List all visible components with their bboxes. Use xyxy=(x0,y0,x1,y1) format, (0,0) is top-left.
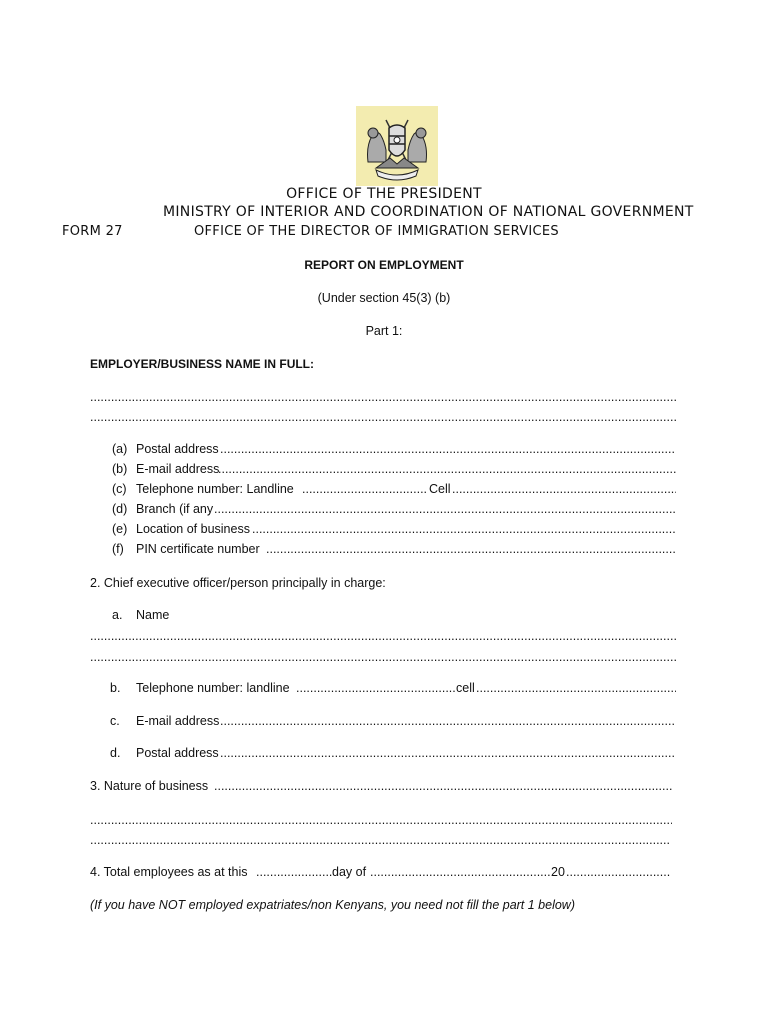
postal-address-label: Postal address xyxy=(136,442,219,456)
nature-of-business-label: 3. Nature of business xyxy=(90,779,209,793)
ceo-telephone-cell-label: cell xyxy=(456,681,475,695)
nature-of-business-field[interactable] xyxy=(214,779,672,793)
location-of-business-field[interactable] xyxy=(252,522,676,536)
email-address-field[interactable] xyxy=(218,462,676,476)
year-prefix-label: 20 xyxy=(551,865,565,879)
total-employees-count-field[interactable] xyxy=(256,865,332,879)
ceo-email-label: E-mail address xyxy=(136,714,220,728)
ceo-telephone-cell-field[interactable] xyxy=(476,681,676,695)
nature-of-business-line-3[interactable] xyxy=(90,833,670,847)
item-mark: d. xyxy=(110,746,121,760)
employer-name-line-2[interactable] xyxy=(90,410,676,424)
expatriates-note: (If you have NOT employed expatriates/non Kenyans, you need not fill the part 1 below) xyxy=(90,898,575,912)
ceo-telephone-landline-field[interactable] xyxy=(296,681,456,695)
item-mark: (c) xyxy=(112,482,127,496)
employer-name-line-1[interactable] xyxy=(90,390,676,404)
ceo-postal-address-label: Postal address xyxy=(136,746,219,760)
telephone-cell-field[interactable] xyxy=(452,482,676,496)
telephone-landline-label: Telephone number: Landline xyxy=(136,482,294,496)
pin-certificate-field[interactable] xyxy=(266,542,676,556)
item-mark: (a) xyxy=(112,442,128,456)
item-mark: c. xyxy=(110,714,120,728)
branch-label: Branch (if any xyxy=(136,502,214,516)
part-label: Part 1: xyxy=(365,324,403,338)
item-mark: (d) xyxy=(112,502,128,516)
postal-address-field[interactable] xyxy=(220,442,676,456)
ceo-name-line-2[interactable] xyxy=(90,650,676,664)
ceo-email-field[interactable] xyxy=(220,714,676,728)
branch-field[interactable] xyxy=(214,502,676,516)
item-mark: (f) xyxy=(112,542,124,556)
item-mark: (e) xyxy=(112,522,128,536)
ceo-heading: 2. Chief executive officer/person principally in charge: xyxy=(90,576,386,590)
year-field[interactable] xyxy=(566,865,670,879)
ceo-postal-address-field[interactable] xyxy=(220,746,676,760)
item-mark: b. xyxy=(110,681,121,695)
telephone-landline-field[interactable] xyxy=(302,482,428,496)
kenya-coat-of-arms-icon xyxy=(356,106,438,186)
location-of-business-label: Location of business xyxy=(136,522,250,536)
nature-of-business-line-2[interactable] xyxy=(90,813,672,827)
ceo-name-line-1[interactable] xyxy=(90,629,676,643)
directorate-title: OFFICE OF THE DIRECTOR OF IMMIGRATION SERVICES xyxy=(194,224,559,239)
item-mark: a. xyxy=(112,608,123,622)
telephone-cell-label: Cell xyxy=(429,482,451,496)
ceo-telephone-landline-label: Telephone number: landline xyxy=(136,681,290,695)
employer-name-heading: EMPLOYER/BUSINESS NAME IN FULL: xyxy=(90,357,315,371)
section-reference: (Under section 45(3) (b) xyxy=(317,291,451,305)
report-title: REPORT ON EMPLOYMENT xyxy=(304,258,464,272)
item-mark: (b) xyxy=(112,462,128,476)
form-number: FORM 27 xyxy=(62,224,123,239)
day-of-label: day of xyxy=(332,865,367,879)
email-address-label: E-mail address xyxy=(136,462,220,476)
pin-certificate-label: PIN certificate number xyxy=(136,542,260,556)
ministry-title: MINISTRY OF INTERIOR AND COORDINATION OF NATIONAL GOVERNMENT xyxy=(163,204,694,220)
total-employees-label: 4. Total employees as at this xyxy=(90,865,248,879)
ceo-name-label: Name xyxy=(136,608,170,622)
office-title: OFFICE OF THE PRESIDENT xyxy=(286,186,482,202)
month-field[interactable] xyxy=(370,865,550,879)
